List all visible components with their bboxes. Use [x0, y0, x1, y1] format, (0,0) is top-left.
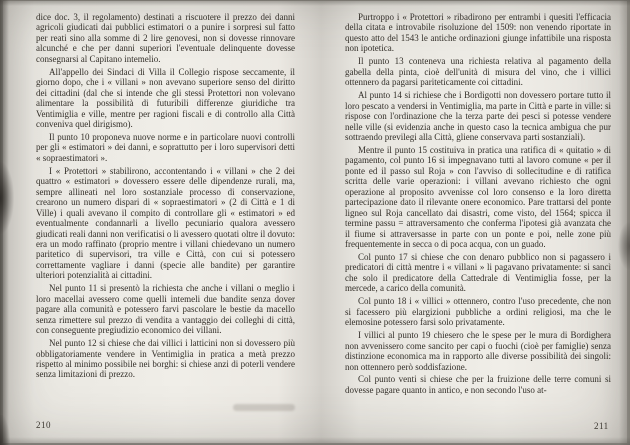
paragraph: Purtroppo i « Protettori » ribadirono per entrambi i quesiti l'efficacia della citata e introvabile risoluzione del 1509: non venendo riportate in questo atto del 1543 le antiche ordinazioni giunge infattibile una risposta non ipotetica. — [345, 12, 611, 54]
paragraph: Al punto 14 si richiese che i Bordigotti non dovessero portare tutto il loro pescato a vendersi in Ventimiglia, ma parte in Città e parte in ville: si rispose con l'ordinazione che la terza parte dei pesci si potesse vendere nelle ville (si evidenzia anche in questo caso la tecnica ambigua che pur sottraendo previlegi alla Città, gliene conservava parti sostanziali). — [345, 90, 611, 142]
paragraph: Il punto 10 proponeva nuove norme e in particolare nuovi controlli per gli « estimatori » dei danni, e soprattutto per i loro supervisori detti « sopraestimatori ». — [36, 131, 295, 163]
paragraph: Col punto 18 i « villici » ottennero, contro l'uso precedente, che non si facessero più elargizioni pubbliche a ordini religiosi, ma che le elemosine potessero farsi solo privatamente. — [345, 296, 611, 328]
left-page-text-column — [36, 12, 295, 382]
right-page-text-column — [345, 12, 611, 398]
paragraph: Nel punto 11 si presentò la richiesta che anche i villani o meglio i loro macellai avessero come quelli intemeli due bandite senza dover pagare alla comunità e potessero farvi pascolare le bestie da macello senza rimettere sul prezzo di vendita a vantaggio dei colleghi di città, con conseguente pregiudizio economico dei villani. — [36, 283, 295, 336]
paragraph: Il punto 13 conteneva una richiesta relativa al pagamento della gabella della pinta, cioè dell'unità di misura del vino, che i villici ottennero da pagarsi pariteticamente coi cittadini. — [345, 56, 611, 88]
paragraph: Mentre il punto 15 costituiva in pratica una ratifica di « quitatio » di pagamento, col punto 16 si impegnavano tutti al lavoro comune « per il ponte ed il passo sul Roja » con l'avviso di sollecitudine e di ratifica scritta delle varie operazioni: i villani avevano richiesto che ogni operazione al proposito avvenisse col loro consenso e la loro diretta partecipazione dato il rilevante onere economico. Pare trattarsi del ponte ligneo sul Roja cancellato dai disastri, come visto, del 1564; spicca il termine passu = attraversamento che conferma l'ipotesi già avanzata che il fiume si attraversasse in parte con un ponte e poi, nelle zone più frequentemente in secca o di poca acqua, con un guado. — [345, 144, 611, 250]
paragraph: Col punto venti si chiese che per la fruizione delle terre comuni si dovesse pagare quanto in antico, e non secondo l'uso at- — [345, 374, 611, 395]
paragraph: I « Protettori » stabilirono, accontentando i « villani » che 2 dei quattro « estimatori » dovessero essere delle dipendenze rurali, ma, sempre allineati nel loro sostanziale processo di conservazione, crearono un numero dispari di « sopraestimatori » (2 di Città e 1 di Ville) i quali avevano il compito di controllare gli « estimatori » ed eventualmente condannarli a livello pecuniario qualora avessero giudicati reali danni non verificatisi o li avessero quotati oltre il dovuto: era un modo raffinato (proprio mentre i villani chiedevano un numero paritetico di supervisori, tra ville e Città, con cui si potessero correttamente vagliare i danni (specie alle bandite) per garantire ulteriori potenzialità ai cittadini. — [36, 165, 295, 281]
scan-edge-right-shadow — [619, 0, 630, 445]
scan-edge-top-shadow — [0, 0, 630, 6]
scan-edge-left-shadow — [0, 0, 9, 445]
scan-smudge — [233, 404, 295, 411]
page-number-left: 210 — [36, 420, 51, 430]
page-number-right: 211 — [594, 421, 609, 431]
paragraph: Nel punto 12 si chiese che dai villici i latticini non si dovessero più obbligatoriamente vendere in Ventimiglia in pratica a metà prezzo rispetto al minimo possibile nei borghi: si chiese anzi di poterli vendere senza limitazioni di prezzo. — [36, 338, 295, 380]
scan-edge-bottom-shadow — [0, 437, 630, 445]
paragraph: Col punto 17 si chiese che con denaro pubblico non si pagassero i predicatori di città mentre i « villani » li pagavano privatamente: si sancì che solo il predicatore della Cattedrale di Ventimiglia fosse, per la mercede, a carico della comunità. — [345, 251, 611, 294]
paragraph: I villici al punto 19 chiesero che le spese per le mura di Bordighera non avvenissero come sancito per capi o fuochi (cioè per famiglie) senza distinzione economica ma in rapporto alle diverse possibilità dei singoli: non ottennero però soddisfazione. — [345, 330, 611, 372]
paragraph: All'appello dei Sindaci di Villa il Collegio rispose seccamente, il giorno dopo, che i « villani » non avevano superiore senso del diritto dei cittadini (dal che si intende che gli stessi Protettori non volevano alimentare la possibilità di futuribili differenze giuridiche tra Ventimiglia e ville, mentre per ragioni fiscali e di controllo alla Città conveniva quel dirigismo). — [36, 66, 295, 130]
paragraph: dice doc. 3, il regolamento) destinati a riscuotere il prezzo dei danni agricoli giudicati dai pubblici estimatori o a punire i sorpresi sul fatto per reati sino alla somme di 2 lire genovesi, non si dovesse rinnovare alcunché e che per danni superiori l'eventuale delinquente dovesse consegnarsi al Capitano intemelio. — [36, 12, 295, 64]
